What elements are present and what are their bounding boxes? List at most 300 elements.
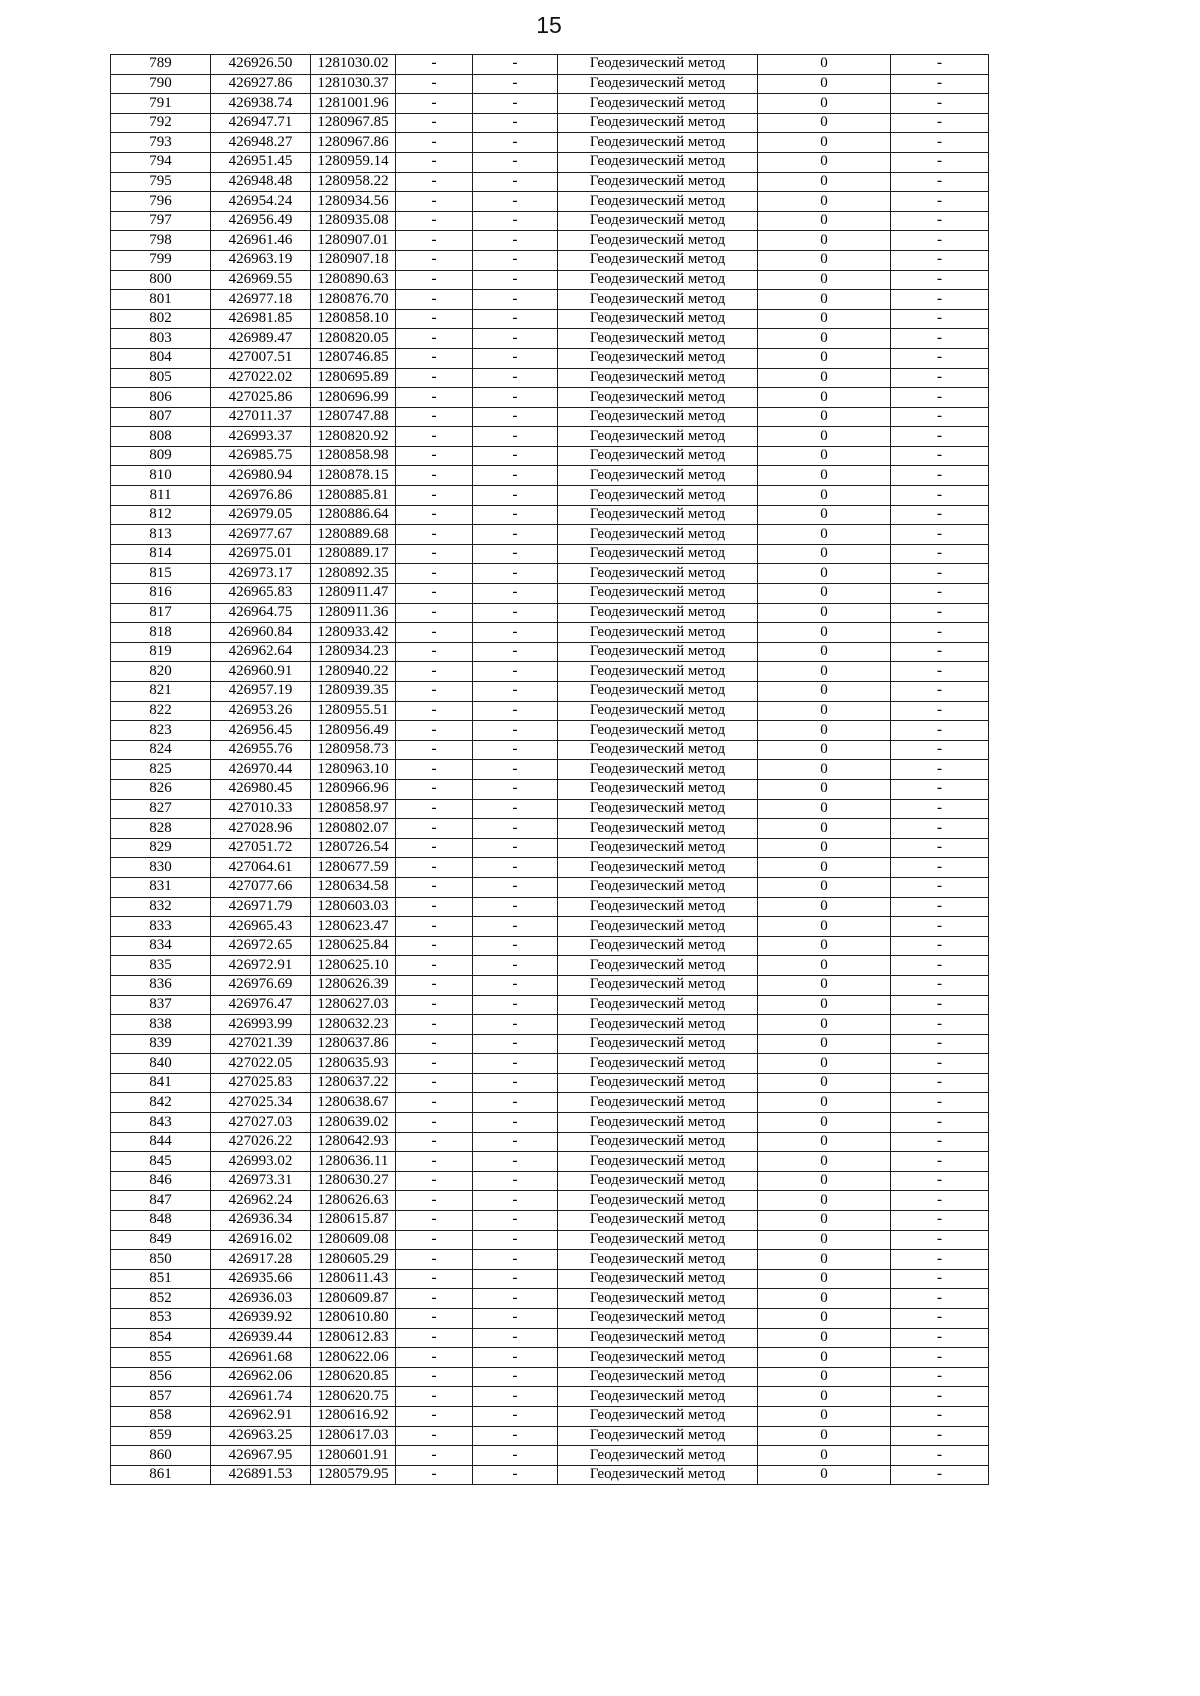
table-row [111, 1073, 989, 1093]
x-coordinate: 426965.83 [211, 584, 311, 604]
x-coordinate: 426939.92 [211, 1309, 311, 1329]
dash-col-4: - [396, 1015, 473, 1035]
method-name: Геодезический метод [558, 388, 758, 408]
dash-col-4: - [396, 1211, 473, 1231]
method-name: Геодезический метод [558, 133, 758, 153]
dash-col-8: - [891, 1015, 989, 1035]
dash-col-5: - [473, 388, 558, 408]
table-row [111, 1309, 989, 1329]
dash-col-5: - [473, 1191, 558, 1211]
dash-col-5: - [473, 133, 558, 153]
dash-col-4: - [396, 1387, 473, 1407]
y-coordinate: 1280858.98 [311, 446, 396, 466]
accuracy-value: 0 [758, 1250, 891, 1270]
dash-col-8: - [891, 1328, 989, 1348]
dash-col-4: - [396, 1152, 473, 1172]
y-coordinate: 1280579.95 [311, 1465, 396, 1485]
x-coordinate: 426891.53 [211, 1465, 311, 1485]
dash-col-5: - [473, 505, 558, 525]
point-number: 841 [111, 1073, 211, 1093]
x-coordinate: 426948.48 [211, 172, 311, 192]
dash-col-5: - [473, 407, 558, 427]
dash-col-5: - [473, 94, 558, 114]
y-coordinate: 1280625.10 [311, 956, 396, 976]
accuracy-value: 0 [758, 1211, 891, 1231]
point-number: 804 [111, 348, 211, 368]
point-number: 796 [111, 192, 211, 212]
dash-col-4: - [396, 152, 473, 172]
dash-col-5: - [473, 1171, 558, 1191]
method-name: Геодезический метод [558, 1152, 758, 1172]
dash-col-4: - [396, 584, 473, 604]
accuracy-value: 0 [758, 505, 891, 525]
method-name: Геодезический метод [558, 1113, 758, 1133]
dash-col-4: - [396, 55, 473, 75]
method-name: Геодезический метод [558, 368, 758, 388]
x-coordinate: 426962.24 [211, 1191, 311, 1211]
y-coordinate: 1280892.35 [311, 564, 396, 584]
table-row [111, 1113, 989, 1133]
method-name: Геодезический метод [558, 858, 758, 878]
dash-col-8: - [891, 407, 989, 427]
table-row [111, 603, 989, 623]
x-coordinate: 426980.94 [211, 466, 311, 486]
point-number: 807 [111, 407, 211, 427]
point-number: 844 [111, 1132, 211, 1152]
y-coordinate: 1280820.05 [311, 329, 396, 349]
y-coordinate: 1280933.42 [311, 623, 396, 643]
dash-col-8: - [891, 1211, 989, 1231]
accuracy-value: 0 [758, 858, 891, 878]
table-row [111, 838, 989, 858]
x-coordinate: 426975.01 [211, 544, 311, 564]
dash-col-5: - [473, 917, 558, 937]
dash-col-5: - [473, 231, 558, 251]
table-row [111, 1387, 989, 1407]
point-number: 855 [111, 1348, 211, 1368]
dash-col-8: - [891, 1152, 989, 1172]
accuracy-value: 0 [758, 1230, 891, 1250]
dash-col-4: - [396, 1367, 473, 1387]
dash-col-8: - [891, 1171, 989, 1191]
x-coordinate: 426970.44 [211, 760, 311, 780]
dash-col-8: - [891, 1250, 989, 1270]
dash-col-8: - [891, 1289, 989, 1309]
dash-col-5: - [473, 1034, 558, 1054]
method-name: Геодезический метод [558, 682, 758, 702]
method-name: Геодезический метод [558, 799, 758, 819]
x-coordinate: 426977.18 [211, 290, 311, 310]
table-row [111, 1152, 989, 1172]
y-coordinate: 1280911.36 [311, 603, 396, 623]
dash-col-8: - [891, 1269, 989, 1289]
method-name: Геодезический метод [558, 975, 758, 995]
point-number: 791 [111, 94, 211, 114]
y-coordinate: 1280627.03 [311, 995, 396, 1015]
accuracy-value: 0 [758, 486, 891, 506]
y-coordinate: 1281001.96 [311, 94, 396, 114]
y-coordinate: 1280889.17 [311, 544, 396, 564]
dash-col-8: - [891, 1132, 989, 1152]
y-coordinate: 1280907.01 [311, 231, 396, 251]
dash-col-8: - [891, 94, 989, 114]
dash-col-8: - [891, 936, 989, 956]
y-coordinate: 1280625.84 [311, 936, 396, 956]
accuracy-value: 0 [758, 388, 891, 408]
table-row [111, 897, 989, 917]
dash-col-4: - [396, 388, 473, 408]
y-coordinate: 1280623.47 [311, 917, 396, 937]
y-coordinate: 1280677.59 [311, 858, 396, 878]
dash-col-5: - [473, 956, 558, 976]
x-coordinate: 426967.95 [211, 1446, 311, 1466]
dash-col-5: - [473, 1426, 558, 1446]
table-row [111, 290, 989, 310]
method-name: Геодезический метод [558, 525, 758, 545]
table-row [111, 1348, 989, 1368]
accuracy-value: 0 [758, 603, 891, 623]
accuracy-value: 0 [758, 1073, 891, 1093]
point-number: 854 [111, 1328, 211, 1348]
y-coordinate: 1280956.49 [311, 721, 396, 741]
point-number: 859 [111, 1426, 211, 1446]
accuracy-value: 0 [758, 94, 891, 114]
y-coordinate: 1280940.22 [311, 662, 396, 682]
point-number: 802 [111, 309, 211, 329]
point-number: 819 [111, 642, 211, 662]
accuracy-value: 0 [758, 975, 891, 995]
accuracy-value: 0 [758, 740, 891, 760]
method-name: Геодезический метод [558, 172, 758, 192]
y-coordinate: 1280939.35 [311, 682, 396, 702]
dash-col-8: - [891, 779, 989, 799]
x-coordinate: 427025.86 [211, 388, 311, 408]
dash-col-8: - [891, 270, 989, 290]
point-number: 812 [111, 505, 211, 525]
dash-col-4: - [396, 1054, 473, 1074]
dash-col-8: - [891, 917, 989, 937]
table-row [111, 1211, 989, 1231]
y-coordinate: 1280626.63 [311, 1191, 396, 1211]
dash-col-8: - [891, 1387, 989, 1407]
table-row [111, 1465, 989, 1485]
accuracy-value: 0 [758, 152, 891, 172]
point-number: 805 [111, 368, 211, 388]
dash-col-8: - [891, 309, 989, 329]
point-number: 825 [111, 760, 211, 780]
method-name: Геодезический метод [558, 1289, 758, 1309]
coordinates-table [110, 54, 989, 1485]
x-coordinate: 426972.91 [211, 956, 311, 976]
point-number: 828 [111, 819, 211, 839]
dash-col-8: - [891, 446, 989, 466]
dash-col-5: - [473, 1269, 558, 1289]
y-coordinate: 1280889.68 [311, 525, 396, 545]
dash-col-4: - [396, 250, 473, 270]
accuracy-value: 0 [758, 799, 891, 819]
x-coordinate: 427064.61 [211, 858, 311, 878]
method-name: Геодезический метод [558, 1250, 758, 1270]
accuracy-value: 0 [758, 1309, 891, 1329]
accuracy-value: 0 [758, 466, 891, 486]
dash-col-5: - [473, 1015, 558, 1035]
dash-col-5: - [473, 446, 558, 466]
method-name: Геодезический метод [558, 1073, 758, 1093]
dash-col-5: - [473, 309, 558, 329]
accuracy-value: 0 [758, 1054, 891, 1074]
table-row [111, 682, 989, 702]
dash-col-4: - [396, 133, 473, 153]
accuracy-value: 0 [758, 192, 891, 212]
method-name: Геодезический метод [558, 779, 758, 799]
dash-col-8: - [891, 290, 989, 310]
point-number: 798 [111, 231, 211, 251]
x-coordinate: 426954.24 [211, 192, 311, 212]
method-name: Геодезический метод [558, 1406, 758, 1426]
accuracy-value: 0 [758, 231, 891, 251]
dash-col-8: - [891, 1113, 989, 1133]
table-row [111, 1269, 989, 1289]
y-coordinate: 1280605.29 [311, 1250, 396, 1270]
method-name: Геодезический метод [558, 309, 758, 329]
dash-col-4: - [396, 995, 473, 1015]
accuracy-value: 0 [758, 446, 891, 466]
x-coordinate: 427010.33 [211, 799, 311, 819]
method-name: Геодезический метод [558, 94, 758, 114]
y-coordinate: 1280858.10 [311, 309, 396, 329]
point-number: 843 [111, 1113, 211, 1133]
dash-col-4: - [396, 975, 473, 995]
dash-col-5: - [473, 760, 558, 780]
method-name: Геодезический метод [558, 74, 758, 94]
y-coordinate: 1280603.03 [311, 897, 396, 917]
table-row [111, 564, 989, 584]
x-coordinate: 426926.50 [211, 55, 311, 75]
dash-col-4: - [396, 603, 473, 623]
accuracy-value: 0 [758, 1132, 891, 1152]
accuracy-value: 0 [758, 682, 891, 702]
dash-col-8: - [891, 819, 989, 839]
dash-col-4: - [396, 936, 473, 956]
table-row [111, 1054, 989, 1074]
dash-col-5: - [473, 936, 558, 956]
x-coordinate: 426939.44 [211, 1328, 311, 1348]
dash-col-5: - [473, 1406, 558, 1426]
method-name: Геодезический метод [558, 1054, 758, 1074]
table-row [111, 740, 989, 760]
dash-col-8: - [891, 211, 989, 231]
accuracy-value: 0 [758, 133, 891, 153]
dash-col-8: - [891, 55, 989, 75]
method-name: Геодезический метод [558, 1191, 758, 1211]
dash-col-8: - [891, 682, 989, 702]
point-number: 846 [111, 1171, 211, 1191]
dash-col-4: - [396, 819, 473, 839]
method-name: Геодезический метод [558, 1093, 758, 1113]
point-number: 823 [111, 721, 211, 741]
method-name: Геодезический метод [558, 642, 758, 662]
dash-col-4: - [396, 466, 473, 486]
x-coordinate: 426947.71 [211, 113, 311, 133]
dash-col-5: - [473, 603, 558, 623]
dash-col-4: - [396, 897, 473, 917]
dash-col-4: - [396, 760, 473, 780]
dash-col-4: - [396, 211, 473, 231]
dash-col-4: - [396, 1073, 473, 1093]
y-coordinate: 1280820.92 [311, 427, 396, 447]
x-coordinate: 426948.27 [211, 133, 311, 153]
dash-col-8: - [891, 662, 989, 682]
accuracy-value: 0 [758, 55, 891, 75]
dash-col-4: - [396, 446, 473, 466]
dash-col-8: - [891, 231, 989, 251]
method-name: Геодезический метод [558, 564, 758, 584]
dash-col-4: - [396, 1250, 473, 1270]
table-row [111, 721, 989, 741]
accuracy-value: 0 [758, 995, 891, 1015]
y-coordinate: 1280601.91 [311, 1446, 396, 1466]
dash-col-8: - [891, 721, 989, 741]
table-row [111, 1034, 989, 1054]
accuracy-value: 0 [758, 1171, 891, 1191]
accuracy-value: 0 [758, 290, 891, 310]
dash-col-4: - [396, 858, 473, 878]
table-row [111, 446, 989, 466]
y-coordinate: 1280802.07 [311, 819, 396, 839]
dash-col-4: - [396, 1426, 473, 1446]
table-row [111, 74, 989, 94]
dash-col-8: - [891, 1054, 989, 1074]
method-name: Геодезический метод [558, 113, 758, 133]
dash-col-8: - [891, 525, 989, 545]
table-row [111, 231, 989, 251]
dash-col-4: - [396, 505, 473, 525]
table-row [111, 1191, 989, 1211]
dash-col-8: - [891, 1073, 989, 1093]
y-coordinate: 1280878.15 [311, 466, 396, 486]
dash-col-5: - [473, 799, 558, 819]
table-row [111, 427, 989, 447]
accuracy-value: 0 [758, 1328, 891, 1348]
dash-col-5: - [473, 1309, 558, 1329]
dash-col-5: - [473, 877, 558, 897]
accuracy-value: 0 [758, 1387, 891, 1407]
accuracy-value: 0 [758, 642, 891, 662]
accuracy-value: 0 [758, 623, 891, 643]
method-name: Геодезический метод [558, 1015, 758, 1035]
table-row [111, 1015, 989, 1035]
y-coordinate: 1280890.63 [311, 270, 396, 290]
dash-col-8: - [891, 427, 989, 447]
x-coordinate: 427007.51 [211, 348, 311, 368]
method-name: Геодезический метод [558, 819, 758, 839]
accuracy-value: 0 [758, 917, 891, 937]
x-coordinate: 427027.03 [211, 1113, 311, 1133]
point-number: 815 [111, 564, 211, 584]
dash-col-4: - [396, 740, 473, 760]
point-number: 810 [111, 466, 211, 486]
y-coordinate: 1280626.39 [311, 975, 396, 995]
y-coordinate: 1280885.81 [311, 486, 396, 506]
method-name: Геодезический метод [558, 446, 758, 466]
point-number: 838 [111, 1015, 211, 1035]
point-number: 829 [111, 838, 211, 858]
dash-col-8: - [891, 544, 989, 564]
point-number: 827 [111, 799, 211, 819]
x-coordinate: 426917.28 [211, 1250, 311, 1270]
x-coordinate: 426976.69 [211, 975, 311, 995]
point-number: 848 [111, 1211, 211, 1231]
dash-col-5: - [473, 544, 558, 564]
x-coordinate: 426993.37 [211, 427, 311, 447]
y-coordinate: 1280934.56 [311, 192, 396, 212]
dash-col-5: - [473, 584, 558, 604]
dash-col-4: - [396, 329, 473, 349]
table-row [111, 1230, 989, 1250]
dash-col-5: - [473, 662, 558, 682]
dash-col-8: - [891, 897, 989, 917]
dash-col-4: - [396, 231, 473, 251]
dash-col-4: - [396, 838, 473, 858]
method-name: Геодезический метод [558, 192, 758, 212]
dash-col-8: - [891, 603, 989, 623]
dash-col-8: - [891, 172, 989, 192]
x-coordinate: 426993.99 [211, 1015, 311, 1035]
point-number: 837 [111, 995, 211, 1015]
method-name: Геодезический метод [558, 1230, 758, 1250]
y-coordinate: 1280639.02 [311, 1113, 396, 1133]
point-number: 831 [111, 877, 211, 897]
accuracy-value: 0 [758, 936, 891, 956]
dash-col-4: - [396, 486, 473, 506]
method-name: Геодезический метод [558, 250, 758, 270]
method-name: Геодезический метод [558, 584, 758, 604]
y-coordinate: 1281030.02 [311, 55, 396, 75]
method-name: Геодезический метод [558, 466, 758, 486]
table-row [111, 975, 989, 995]
method-name: Геодезический метод [558, 701, 758, 721]
dash-col-5: - [473, 172, 558, 192]
dash-col-8: - [891, 975, 989, 995]
table-row [111, 642, 989, 662]
method-name: Геодезический метод [558, 329, 758, 349]
dash-col-8: - [891, 1446, 989, 1466]
dash-col-8: - [891, 642, 989, 662]
dash-col-5: - [473, 1348, 558, 1368]
dash-col-4: - [396, 1348, 473, 1368]
dash-col-5: - [473, 975, 558, 995]
method-name: Геодезический метод [558, 152, 758, 172]
x-coordinate: 426962.06 [211, 1367, 311, 1387]
table-row [111, 956, 989, 976]
dash-col-5: - [473, 623, 558, 643]
method-name: Геодезический метод [558, 877, 758, 897]
y-coordinate: 1280612.83 [311, 1328, 396, 1348]
dash-col-4: - [396, 192, 473, 212]
point-number: 850 [111, 1250, 211, 1270]
point-number: 849 [111, 1230, 211, 1250]
point-number: 830 [111, 858, 211, 878]
point-number: 808 [111, 427, 211, 447]
method-name: Геодезический метод [558, 1309, 758, 1329]
dash-col-5: - [473, 1250, 558, 1270]
accuracy-value: 0 [758, 1034, 891, 1054]
dash-col-4: - [396, 368, 473, 388]
point-number: 858 [111, 1406, 211, 1426]
dash-col-8: - [891, 329, 989, 349]
x-coordinate: 426960.84 [211, 623, 311, 643]
x-coordinate: 427011.37 [211, 407, 311, 427]
